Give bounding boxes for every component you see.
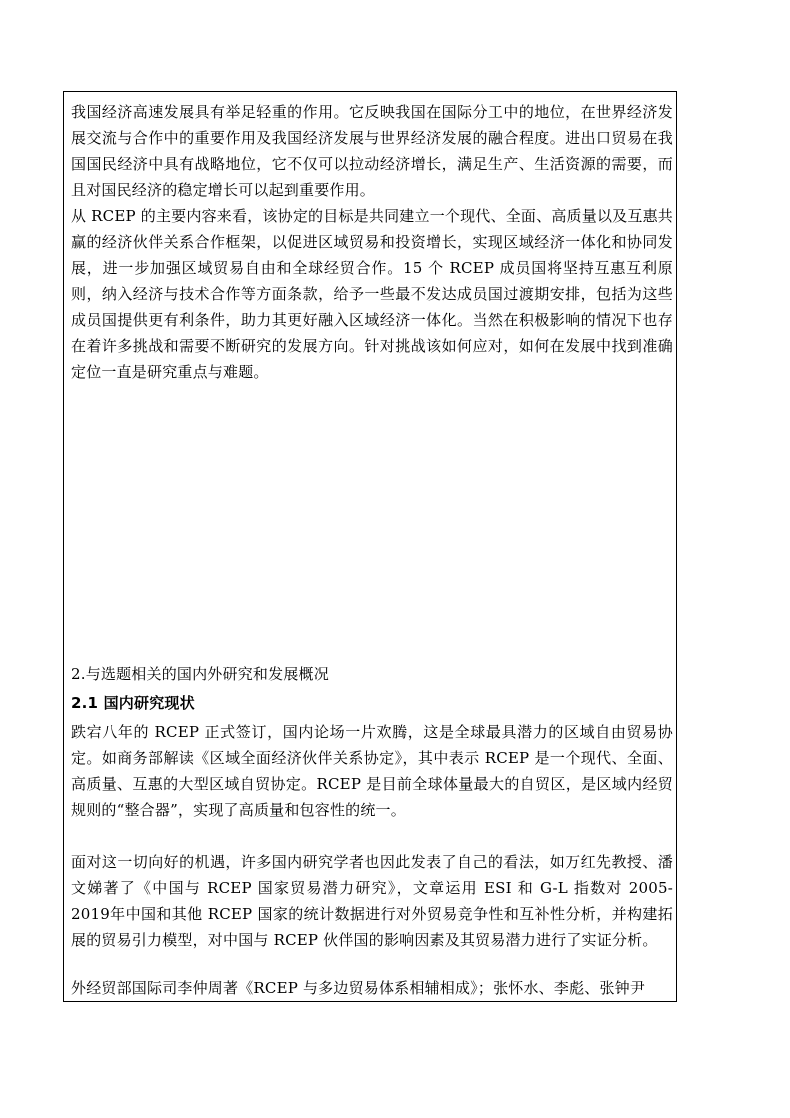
paragraph-domestic-2: 面对这一切向好的机遇，许多国内研究学者也因此发表了自己的看法，如万红先教授、潘文娣著了《中国与 RCEP 国家贸易潜力研究》，文章运用 ESI 和 G-L 指数对 2005-2019年中国和其他 RCEP 国家的统计数据进行对外贸易竞争性和互补性分析，并构建拓展的贸易引力模型，对中国与 RCEP 伙伴国的影响因素及其贸易潜力进行了实证分析。 bbox=[71, 853, 673, 949]
paragraph-domestic-3: 外经贸部国际司李仲周著《RCEP 与多边贸易体系相辅相成》；张怀水、李彪、张钟尹 bbox=[71, 979, 646, 997]
paragraph-intro-continued: 我国经济高速发展具有举足轻重的作用。它反映我国在国际分工中的地位，在世界经济发展交流与合作中的重要作用及我国经济发展与世界经济发展的融合程度。进出口贸易在我国国民经济中具有战略地位，它不仅可以拉动经济增长，满足生产、生活资源的需要，而且对国民经济的稳定增长可以起到重要作用。 bbox=[71, 103, 673, 199]
section-heading-2-1: 2.1 国内研究现状 bbox=[71, 694, 195, 712]
paragraph-domestic-1: 跌宕八年的 RCEP 正式签订，国内论场一片欢腾，这是全球最具潜力的区域自由贸易协定。如商务部解读《区域全面经济伙伴关系协定》，其中表示 RCEP 是一个现代、全面、高质量、互惠的大型区域自贸协定。RCEP 是目前全球体量最大的自贸区，是区域内经贸规则的“整合器”，实现了高质量和包容性的统一。 bbox=[71, 723, 673, 819]
section-heading-2: 2.与选题相关的国内外研究和发展概况 bbox=[71, 665, 329, 683]
paragraph-rcep-content: 从 RCEP 的主要内容来看，该协定的目标是共同建立一个现代、全面、高质量以及互惠共赢的经济伙伴关系合作框架，以促进区域贸易和投资增长，实现区域经济一体化和协同发展，进一步加强区域贸易自由和全球经贸合作。15 个 RCEP 成员国将坚持互惠互利原则，纳入经济与技术合作等方面条款，给予一些最不发达成员国过渡期安排，包括为这些成员国提供更有利条件，助力其更好融入区域经济一体化。当然在积极影响的情况下也存在着许多挑战和需要不断研究的发展方向。针对挑战该如何应对，如何在发展中找到准确定位一直是研究重点与难题。 bbox=[71, 207, 673, 381]
form-table-cell bbox=[63, 91, 677, 1002]
